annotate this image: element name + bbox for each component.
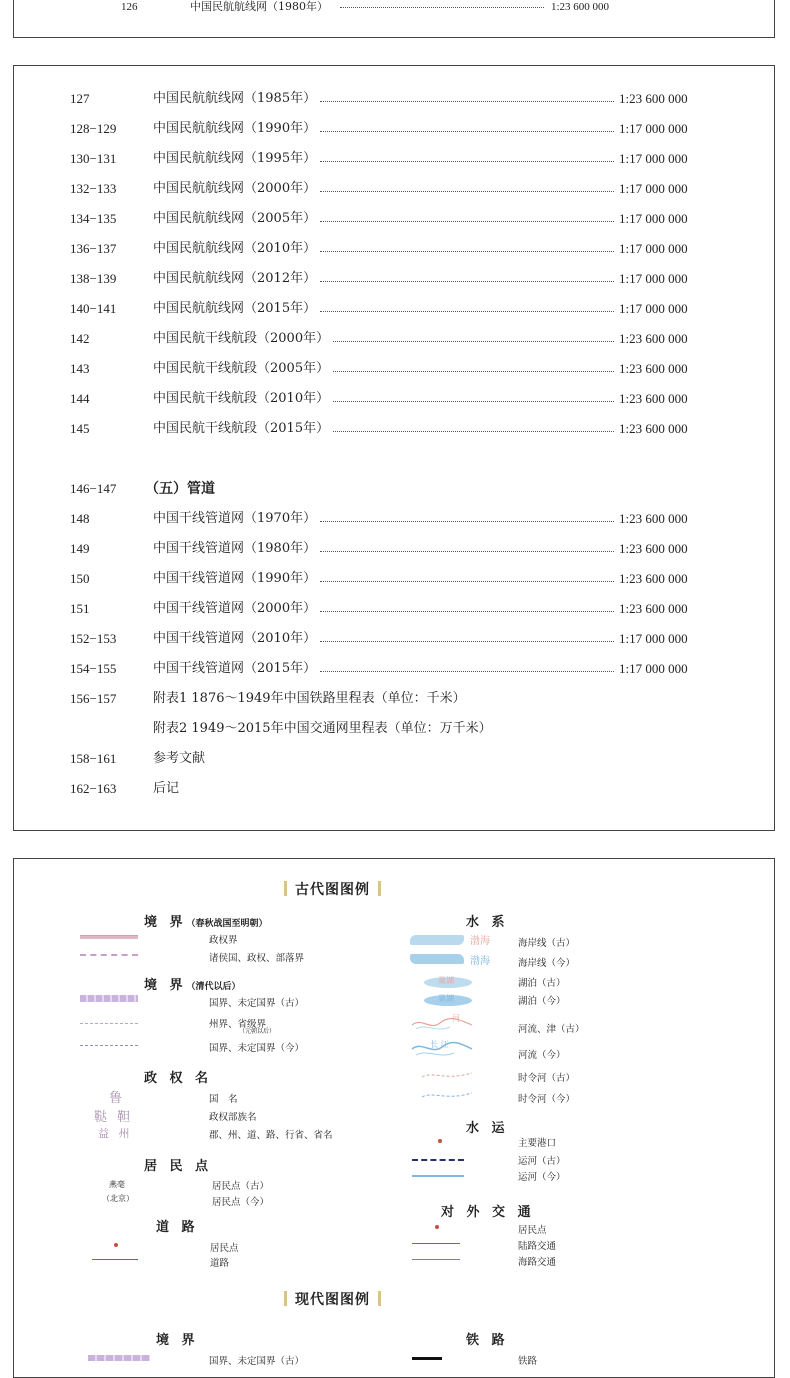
legend-label: 海路交通 [518,1257,557,1268]
toc-scale: 1:17 000 000 [619,301,688,316]
legend-sublabel: （元朝以后） [239,1028,276,1035]
toc-page: 145 [70,421,90,436]
toc-row [14,238,774,260]
toc-page: 127 [70,91,90,106]
toc-row [14,148,774,170]
toc-scale: 1:17 000 000 [619,271,688,286]
toc-scale: 1:17 000 000 [619,661,688,676]
toc-leader [320,311,614,312]
legend-label: 道路 [210,1258,230,1269]
toc-page: 128−129 [70,121,117,136]
province-border-symbol [80,1023,138,1024]
regime-name-title: 政 权 名 [144,1071,213,1086]
toc-title: 中国干线管道网（1990年） [153,571,317,586]
toc-leader [320,131,614,132]
toc-leader [320,281,614,282]
settlement-sample: 燕毫 [109,1180,125,1189]
toc-scale: 1:23 600 000 [619,541,688,556]
toc-leader [320,191,614,192]
toc-panel-top [13,0,775,38]
canal-modern-symbol [412,1175,464,1177]
toc-scale: 1:23 600 000 [619,91,688,106]
legend-label: 铁路 [518,1356,538,1367]
legend-label: 运河（古） [518,1156,566,1167]
toc-page: 150 [70,571,90,586]
toc-row [14,718,774,740]
regime-sample: 鲁 [109,1091,126,1106]
railway-symbol [412,1357,442,1360]
toc-leader [340,7,544,8]
toc-page: 152−153 [70,631,117,646]
toc-page: 144 [70,391,90,406]
water-title: 水 系 [466,915,509,930]
legend-panel [13,858,775,1378]
toc-title: 中国民航干线航段（2015年） [153,421,330,436]
national-border-ancient-symbol [80,995,138,1002]
toc-row [14,178,774,200]
toc-title: 中国民航干线航段（2000年） [153,331,330,346]
toc-title: 中国民航航线网（1990年） [153,121,317,136]
legend-label: 时令河（今） [518,1094,576,1105]
coastline-modern-symbol [410,954,464,964]
toc-title: 中国民航航线网（2015年） [153,301,317,316]
legend-label: 国界、未定国界（古） [209,1356,305,1367]
toc-scale: 1:23 600 000 [619,601,688,616]
port-dot-icon [438,1139,442,1143]
toc-page: 140−141 [70,301,117,316]
seasonal-river-modern-symbol [420,1089,474,1101]
toc-leader [333,401,614,402]
toc-title: 中国民航航线网（1995年） [153,151,317,166]
toc-title: 中国民航航线网（2000年） [153,181,317,196]
toc-title: 中国民航航线网（2012年） [153,271,317,286]
water-sample: 河 [452,1014,460,1023]
toc-scale: 1:23 600 000 [619,421,688,436]
legend-label: 诸侯国、政权、部落界 [209,953,305,964]
toc-page: 143 [70,361,90,376]
road-line-symbol [92,1259,138,1260]
toc-page: 162−163 [70,781,117,796]
legend-label: 河流、津（古） [518,1024,585,1035]
legend-label: 陆路交通 [518,1241,557,1252]
vassal-border-symbol [80,954,138,958]
toc-scale: 1:17 000 000 [619,211,688,226]
toc-row [14,418,774,440]
toc-page: 156−157 [70,691,117,706]
toc-row [14,298,774,320]
legend-label: 国界、未定国界（古） [209,998,305,1009]
toc-leader [333,431,614,432]
toc-title: 中国民航航线网（2010年） [153,241,317,256]
legend-label: 居民点 [518,1225,547,1236]
settlement-sample: （北京） [102,1194,134,1203]
toc-page: 126 [121,1,138,13]
toc-title: 中国干线管道网（2000年） [153,601,317,616]
legend-label: 海岸线（古） [518,938,576,949]
legend-label: 居民点（今） [212,1197,270,1208]
toc-page: 158−161 [70,751,117,766]
modern-legend-title: 现代图图例 [276,1289,389,1309]
toc-leader [320,611,614,612]
toc-page: 132−133 [70,181,117,196]
toc-leader [320,251,614,252]
toc-leader [320,161,614,162]
national-border-modern-symbol [80,1045,138,1046]
toc-title: 中国干线管道网（2015年） [153,661,317,676]
legend-label: 时令河（古） [518,1073,576,1084]
toc-title: 中国民航航线网（1980年） [190,0,328,13]
settlement-title: 居 民 点 [144,1159,213,1174]
toc-leader [320,581,614,582]
toc-row [14,328,774,350]
toc-title: 参考文献 [153,751,206,766]
modern-border-symbol [88,1355,150,1361]
toc-scale: 1:17 000 000 [619,181,688,196]
water-sample: 长 江 [430,1040,449,1049]
toc-leader [320,521,614,522]
toc-title: 附表1 1876～1949年中国铁路里程表（单位：千米） [153,691,466,706]
legend-label: 居民点（古） [212,1181,270,1192]
toc-row [14,688,774,710]
toc-page: 149 [70,541,90,556]
toc-page: 142 [70,331,90,346]
water-sample: 巢湖 [438,994,454,1003]
toc-row [14,208,774,230]
toc-scale: 1:23 600 000 [551,1,610,13]
toc-row [14,748,774,770]
toc-page: 138−139 [70,271,117,286]
sea-route-symbol [412,1259,460,1260]
toc-leader [320,551,614,552]
toc-title: 中国民航干线航段（2005年） [153,361,330,376]
toc-scale: 1:23 600 000 [619,571,688,586]
toc-scale: 1:23 600 000 [619,391,688,406]
toc-leader [333,371,614,372]
legend-label: 主要港口 [518,1138,557,1149]
toc-row [14,658,774,680]
toc-leader [320,221,614,222]
toc-row [14,388,774,410]
toc-title: 中国干线管道网（2010年） [153,631,317,646]
legend-label: 郡、州、道、路、行省、省名 [209,1130,333,1141]
toc-row [14,358,774,380]
land-route-symbol [412,1243,460,1244]
legend-label: 政权部族名 [209,1112,257,1123]
toc-title: 附表2 1949～2015年中国交通网里程表（单位：万千米） [153,721,492,736]
water-sample: 巢湖 [438,976,454,985]
foreign-traffic-title: 对 外 交 通 [441,1205,535,1220]
canal-ancient-symbol [412,1159,464,1161]
legend-label: 州界、省级界 [209,1019,267,1030]
legend-label: 湖泊（古） [518,978,566,989]
settlement-dot-icon [114,1243,118,1247]
border-ancient-title: 境 界（春秋战国至明朝） [144,915,268,930]
toc-row [14,118,774,140]
toc-row [14,268,774,290]
ancient-legend-title: 古代图图例 [276,879,389,899]
toc-leader [320,641,614,642]
toc-leader [320,671,614,672]
toc-title: 中国民航干线航段（2010年） [153,391,330,406]
regime-sample: 鞑 靼 [94,1110,134,1125]
legend-label: 湖泊（今） [518,996,566,1007]
road-title: 道 路 [156,1220,199,1235]
toc-row [14,538,774,560]
railway-title: 铁 路 [466,1333,509,1348]
toc-leader [320,101,614,102]
toc-scale: 1:17 000 000 [619,121,688,136]
legend-label: 国界、未定国界（今） [209,1043,305,1054]
toc-scale: 1:23 600 000 [619,511,688,526]
toc-page: 136−137 [70,241,117,256]
toc-row [14,478,774,500]
toc-page: 148 [70,511,90,526]
toc-title: 中国民航航线网（2005年） [153,211,317,226]
legend-label: 居民点 [210,1243,239,1254]
toc-row [14,508,774,530]
coastline-ancient-symbol [410,935,464,945]
regime-border-symbol [80,935,138,939]
water-sample: 渤海 [470,956,490,967]
toc-title: 中国干线管道网（1980年） [153,541,317,556]
seasonal-river-ancient-symbol [420,1069,474,1081]
toc-page: 130−131 [70,151,117,166]
toc-scale: 1:17 000 000 [619,631,688,646]
settlement-dot-icon [435,1225,439,1229]
river-ancient-symbol [410,1013,474,1035]
legend-label: 政权界 [209,935,238,946]
regime-sample: 益 州 [98,1127,133,1140]
shipping-title: 水 运 [466,1121,509,1136]
toc-title: 后记 [153,781,180,796]
toc-row [14,598,774,620]
toc-page: 151 [70,601,90,616]
toc-scale: 1:23 600 000 [619,331,688,346]
toc-panel [13,65,775,831]
toc-title: 中国民航航线网（1985年） [153,91,317,106]
toc-page: 154−155 [70,661,117,676]
toc-row [14,568,774,590]
toc-scale: 1:17 000 000 [619,151,688,166]
legend-label: 国 名 [209,1094,238,1105]
toc-scale: 1:17 000 000 [619,241,688,256]
toc-page: 146−147 [70,481,117,496]
legend-label: 河流（今） [518,1050,566,1061]
toc-row [14,0,774,18]
legend-label: 运河（今） [518,1172,566,1183]
toc-scale: 1:23 600 000 [619,361,688,376]
legend-label: 海岸线（今） [518,958,576,969]
toc-page: 134−135 [70,211,117,226]
toc-row [14,88,774,110]
toc-title: 中国干线管道网（1970年） [153,511,317,526]
toc-leader [333,341,614,342]
water-sample: 渤海 [470,936,490,947]
toc-row [14,628,774,650]
modern-border-title: 境 界 [156,1333,199,1348]
toc-row [14,778,774,800]
toc-title: （五）管道 [145,481,215,497]
border-qing-title: 境 界（清代以后） [144,978,241,993]
